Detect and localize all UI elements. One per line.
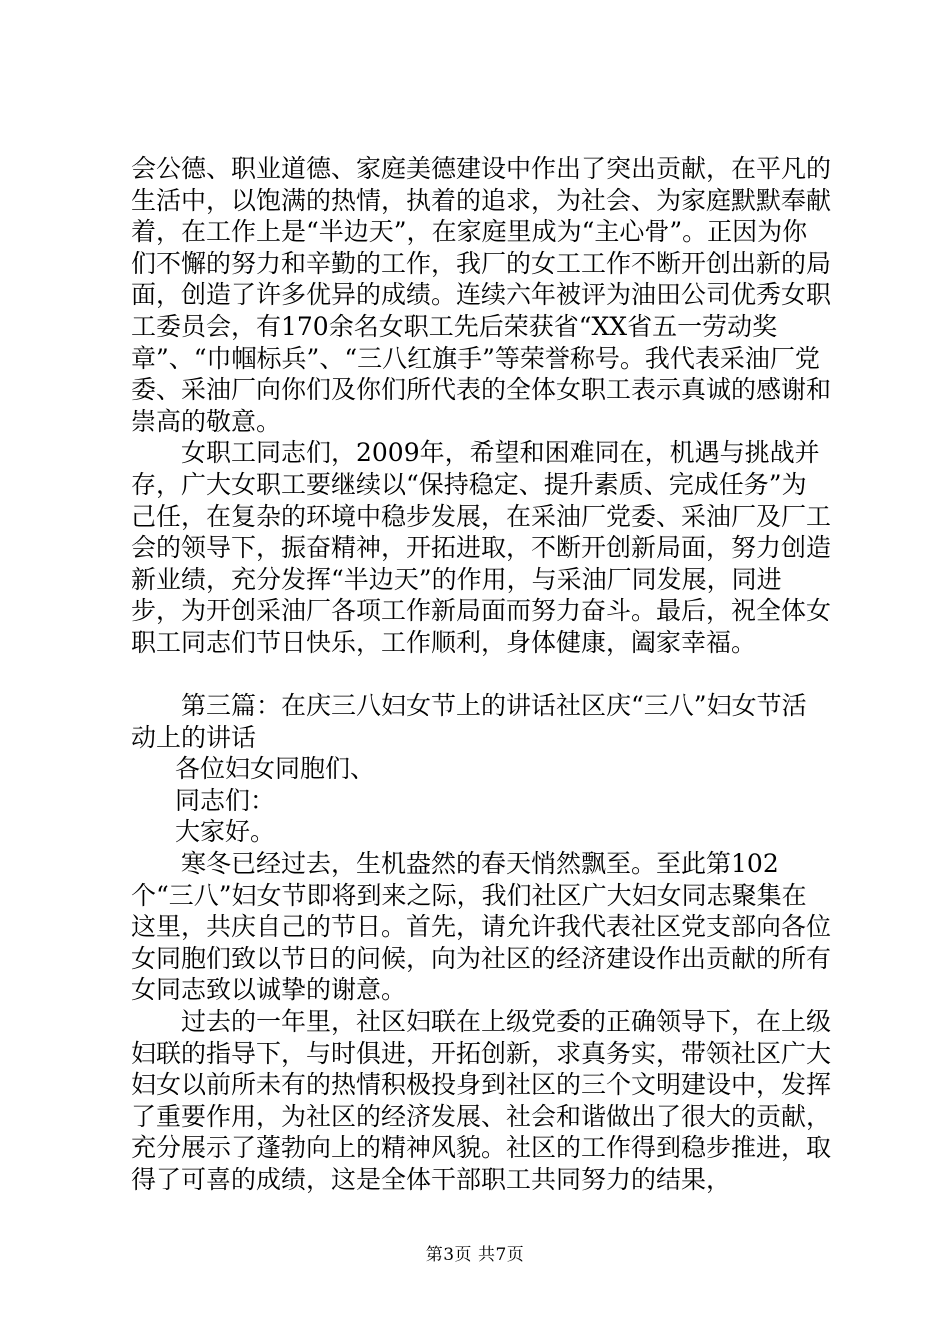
paragraph-review: 过去的一年里，社区妇联在上级党委的正确领导下，在上级妇联的指导下，与时俱进，开拓创新，求真务实，带领社区广大妇女以前所未有的热情积极投身到社区的三个文明建设中，发挥了重要作用，为社区的经济发展、社会和谐做出了很大的贡献，充分展示了蓬勃向上的精神风貌。社区的工作得到稳步推进，取得了可喜的成绩，这是全体干部职工共同努力的结果， — [131, 1007, 832, 1194]
paragraph-closing-remarks: 女职工同志们，2009年，希望和困难同在，机遇与挑战并存，广大女职工要继续以“保持稳定、提升素质、完成任务”为己任，在复杂的环境中稳步发展，在采油厂党委、采油厂及厂工会的领导下，振奋精神，开拓进取，不断开创新局面，努力创造新业绩，充分发挥“半边天”的作用，与采油厂同发展，同进步，为开创采油厂各项工作新局面而努力奋斗。最后，祝全体女职工同志们节日快乐，工作顺利，身体健康，阖家幸福。 — [131, 438, 832, 657]
salutation-line: 各位妇女同胞们、 — [175, 754, 376, 784]
paragraph-opening: 寒冬已经过去，生机盎然的春天悄然飘至。至此第102个“三八”妇女节即将到来之际，我们社区广大妇女同志聚集在这里，共庆自己的节日。首先，请允许我代表社区党支部向各位女同胞们致以节日的问候，向为社区的经济建设作出贡献的所有女同志致以诚挚的谢意。 — [131, 849, 832, 1005]
section-heading: 第三篇：在庆三八妇女节上的讲话社区庆“三八”妇女节活动上的讲话 — [131, 691, 807, 752]
salutation-line: 同志们： — [175, 785, 276, 815]
greeting-line: 大家好。 — [175, 817, 276, 847]
document-body — [131, 153, 831, 1196]
paragraph-continuation: 会公德、职业道德、家庭美德建设中作出了突出贡献，在平凡的生活中，以饱满的热情，执着的追求，为社会、为家庭默默奉献着，在工作上是“半边天”，在家庭里成为“主心骨”。正因为你们不懈的努力和辛勤的工作，我厂的女工工作不断开创出新的局面，创造了许多优异的成绩。连续六年被评为油田公司优秀女职工委员会，有170余名女职工先后荣获省“XX省五一劳动奖章”、“巾帼标兵”、“三八红旗手”等荣誉称号。我代表采油厂党委、采油厂向你们及你们所代表的全体女职工表示真诚的感谢和崇高的敬意。 — [131, 154, 832, 436]
page-footer: 第3页 共7页 — [425, 1245, 525, 1265]
